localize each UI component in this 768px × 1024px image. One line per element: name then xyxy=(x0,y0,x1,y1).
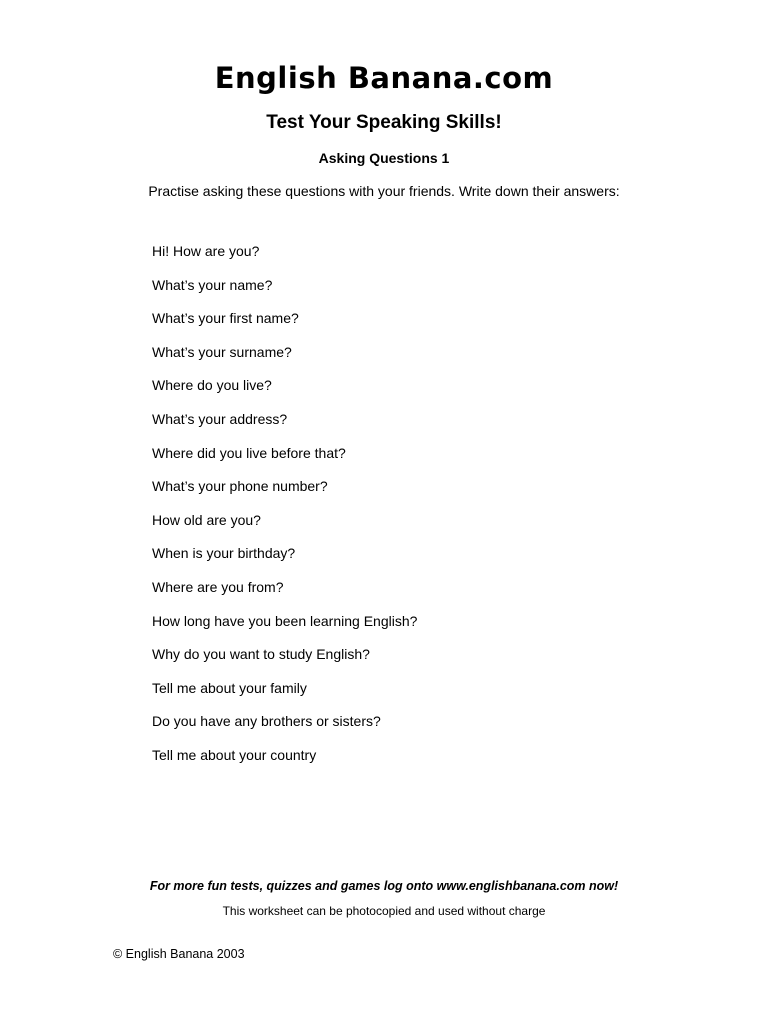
question-item: What’s your address? xyxy=(152,410,288,427)
question-item: Where do you live? xyxy=(152,377,272,394)
question-item: What’s your surname? xyxy=(152,343,292,360)
question-item: How old are you? xyxy=(152,511,261,528)
promo-text: For more fun tests, quizzes and games log onto www.englishbanana.com now! xyxy=(149,879,619,893)
question-item: Do you have any brothers or sisters? xyxy=(152,713,381,730)
question-item: Where did you live before that? xyxy=(152,444,346,461)
question-item: Tell me about your family xyxy=(152,679,307,696)
question-item: Where are you from? xyxy=(152,578,284,595)
copyright-text: © English Banana 2003 xyxy=(113,947,245,961)
question-item: Hi! How are you? xyxy=(152,243,260,259)
question-item: When is your birthday? xyxy=(152,545,296,562)
photocopy-notice: This worksheet can be photocopied and used without charge xyxy=(222,904,546,918)
question-item: How long have you been learning English? xyxy=(152,612,418,629)
page-subtitle: Asking Questions 1 xyxy=(318,150,450,166)
instructions-text: Practise asking these questions with your friends. Write down their answers: xyxy=(148,183,620,199)
question-item: What’s your first name? xyxy=(152,310,299,327)
question-list xyxy=(152,241,417,779)
question-item: What’s your name? xyxy=(152,276,273,293)
question-item: Why do you want to study English? xyxy=(152,646,370,663)
question-item: What’s your phone number? xyxy=(152,478,328,495)
question-item: Tell me about your country xyxy=(152,746,317,763)
page-title: Test Your Speaking Skills! xyxy=(266,112,502,133)
site-logo: English Banana.com xyxy=(214,61,554,95)
